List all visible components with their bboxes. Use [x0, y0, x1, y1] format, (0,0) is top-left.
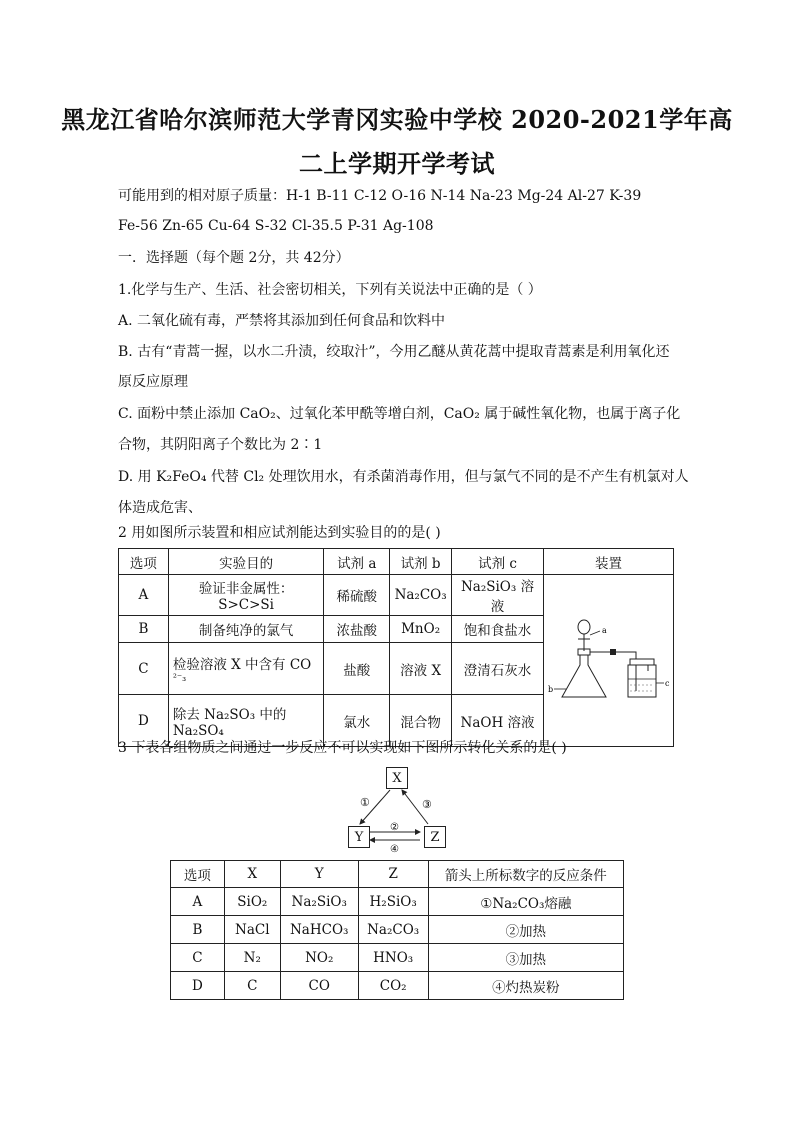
table-row: [171, 972, 624, 1000]
q3-cell: ③加热: [428, 944, 623, 972]
q3-cell: C: [171, 944, 225, 972]
q2-apparatus-cell: [543, 575, 673, 747]
q2-header-goal: 实验目的: [168, 549, 324, 575]
table-row: [171, 916, 624, 944]
q2-row-b-option: B: [119, 616, 169, 643]
q1-option-c-line1: C. 面粉中禁止添加 CaO₂、过氧化苯甲酰等增白剂，CaO₂ 属于碱性氧化物，也属于离子化: [118, 406, 681, 422]
table-row: [119, 575, 674, 616]
q2-header-reagent-b: 试剂 b: [390, 549, 452, 575]
q3-cell: CO₂: [358, 972, 428, 1000]
q3-cell: D: [171, 972, 225, 1000]
q1-option-b-line2: 原反应原理: [118, 374, 188, 390]
q3-header-x: X: [224, 861, 280, 888]
q1-option-c-line2: 合物，其阴阳离子个数比为 2∶1: [118, 437, 323, 453]
atomic-masses-line1: 可能用到的相对原子质量：H-1 B-11 C-12 O-16 N-14 Na-23 Mg-24 Al-27 K-39: [118, 188, 642, 204]
q3-cell: CO: [280, 972, 358, 1000]
q2-row-d-option: D: [119, 695, 169, 747]
exam-title-line2: 二上学期开学考试: [299, 149, 495, 178]
q3-cell: ①Na₂CO₃熔融: [428, 888, 623, 916]
diagram-node-y: Y: [348, 826, 370, 848]
q2-row-c-reagent-b: 溶液 X: [390, 643, 452, 695]
q2-header-reagent-a: 试剂 a: [324, 549, 390, 575]
q3-cell: H₂SiO₃: [358, 888, 428, 916]
q2-header-reagent-c: 试剂 c: [452, 549, 544, 575]
diagram-label-3: ③: [422, 798, 432, 811]
q3-cell: HNO₃: [358, 944, 428, 972]
diagram-label-4: ④: [390, 844, 399, 854]
q2-row-a-option: A: [119, 575, 169, 616]
apparatus-label-b: b: [548, 684, 554, 694]
q2-row-b-goal: 制备纯净的氯气: [168, 616, 324, 643]
q1-option-d-line2: 体造成危害、: [118, 500, 202, 516]
diagram-node-x: X: [386, 767, 408, 789]
q3-cell: N₂: [224, 944, 280, 972]
q2-row-c-reagent-a: 盐酸: [324, 643, 390, 695]
q2-row-c-goal-line2: ²⁻₃: [172, 673, 187, 684]
q2-row-d-goal-line1: 除去 Na₂SO₃ 中的: [172, 706, 287, 723]
q3-header-row: [171, 861, 624, 888]
table-row: [171, 888, 624, 916]
q3-header-z: Z: [358, 861, 428, 888]
q3-header-conditions: 箭头上所标数字的反应条件: [428, 861, 623, 888]
q2-row-b-reagent-b: MnO₂: [390, 616, 452, 643]
q2-row-a-reagent-c: Na₂SiO₃ 溶液: [452, 575, 544, 616]
q2-row-a-goal: 验证非金属性：S>C>Si: [168, 575, 324, 616]
exam-title-line1: 黑龙江省哈尔滨师范大学青冈实验中学校 2020-2021学年高: [61, 105, 733, 134]
diagram-node-z: Z: [424, 826, 446, 848]
q3-stem: 3 下表各组物质之间通过一步反应不可以实现如下图所示转化关系的是( ): [118, 740, 567, 756]
q2-header-row: [119, 549, 674, 575]
q2-row-c-option: C: [119, 643, 169, 695]
q3-cell: B: [171, 916, 225, 944]
q3-cell: A: [171, 888, 225, 916]
q3-cell: Na₂SiO₃: [280, 888, 358, 916]
q2-row-d-reagent-c: NaOH 溶液: [452, 695, 544, 747]
q3-cell: NO₂: [280, 944, 358, 972]
q2-row-a-reagent-a: 稀硫酸: [324, 575, 390, 616]
q3-header-y: Y: [280, 861, 358, 888]
q1-option-d-line1: D. 用 K₂FeO₄ 代替 Cl₂ 处理饮用水，有杀菌消毒作用，但与氯气不同的是不产生有机氯对人: [118, 469, 689, 485]
q1-stem: 1.化学与生产、生活、社会密切相关，下列有关说法中正确的是（ ）: [118, 282, 542, 298]
q2-row-d-reagent-a: 氯水: [324, 695, 390, 747]
q3-cell: ②加热: [428, 916, 623, 944]
q3-cell: NaHCO₃: [280, 916, 358, 944]
q3-cell: NaCl: [224, 916, 280, 944]
q3-cell: ④灼热炭粉: [428, 972, 623, 1000]
q2-row-b-reagent-a: 浓盐酸: [324, 616, 390, 643]
q3-table: [170, 860, 624, 1000]
q3-cell: SiO₂: [224, 888, 280, 916]
diagram-label-1: ①: [360, 796, 370, 809]
q2-row-d-goal-line2: Na₂SO₄: [172, 722, 224, 739]
q2-row-a-reagent-b: Na₂CO₃: [390, 575, 452, 616]
q2-stem: 2 用如图所示装置和相应试剂能达到实验目的的是( ): [118, 525, 441, 541]
q2-row-c-reagent-c: 澄清石灰水: [452, 643, 544, 695]
q3-cell: Na₂CO₃: [358, 916, 428, 944]
q2-table: [118, 548, 674, 747]
q2-row-c-goal: [168, 643, 324, 695]
apparatus-label-c: c: [665, 678, 670, 688]
q1-option-b-line1: B. 古有“青蒿一握，以水二升渍，绞取汁”，今用乙醚从黄花蒿中提取青蒿素是利用氧化还: [118, 344, 670, 360]
q2-row-b-reagent-c: 饱和食盐水: [452, 616, 544, 643]
q1-option-a: A. 二氧化硫有毒，严禁将其添加到任何食品和饮料中: [118, 313, 446, 329]
table-row: [171, 944, 624, 972]
q2-header-option: 选项: [119, 549, 169, 575]
q2-header-apparatus: 装置: [543, 549, 673, 575]
apparatus-figure: [544, 609, 672, 709]
q3-cell: C: [224, 972, 280, 1000]
apparatus-label-a: a: [602, 625, 608, 635]
q3-header-option: 选项: [171, 861, 225, 888]
section-heading: 一．选择题（每个题 2分，共 42分）: [118, 250, 350, 266]
atomic-masses-line2: Fe-56 Zn-65 Cu-64 S-32 Cl-35.5 P-31 Ag-108: [118, 218, 434, 234]
q2-row-d-reagent-b: 混合物: [390, 695, 452, 747]
q2-row-c-goal-line1: 检验溶液 X 中含有 CO: [172, 657, 312, 673]
diagram-label-2: ②: [390, 822, 399, 833]
